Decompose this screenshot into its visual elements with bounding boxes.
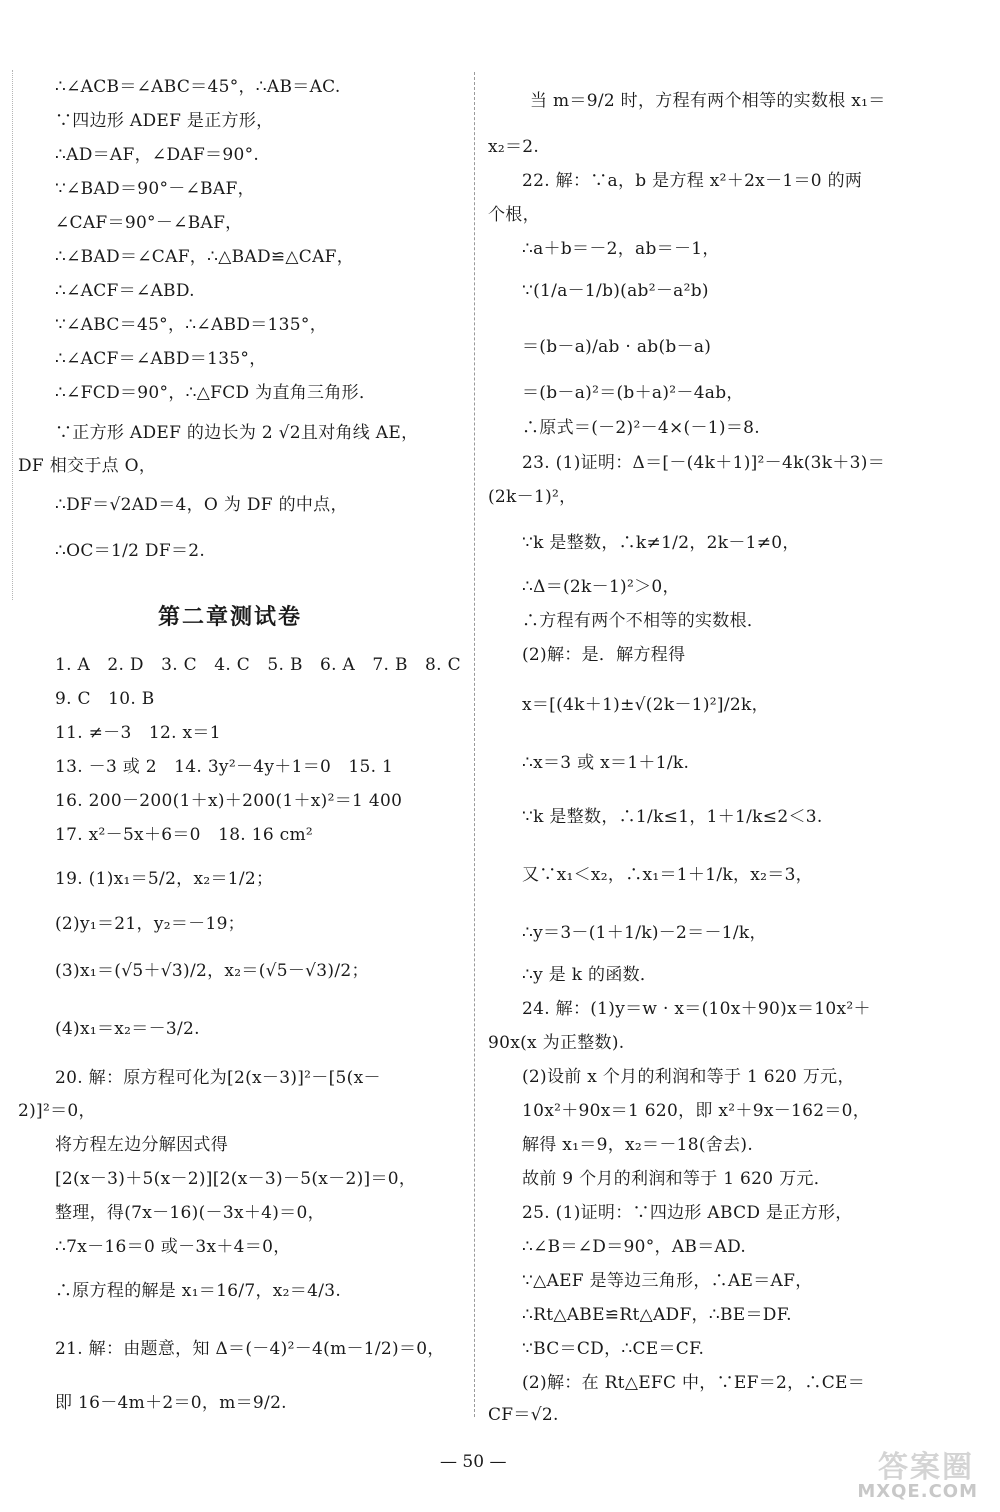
answer-line: 24. 解：(1)y＝w · x＝(10x＋90)x＝10x²＋ [522, 999, 871, 1019]
answer-line: ∴方程有两个不相等的实数根． [522, 611, 765, 631]
answer-line: ∴y 是 k 的函数． [522, 965, 658, 985]
answer-line: (2k－1)²， [488, 487, 577, 507]
text-line: ∴OC＝1/2 DF＝2. [55, 541, 206, 561]
text-line: ∴∠BAD＝∠CAF，∴△BAD≌△CAF， [55, 247, 355, 267]
answer-line: 故前 9 个月的利润和等于 1 620 万元． [522, 1169, 831, 1189]
answer-line: CF＝√2. [488, 1405, 559, 1425]
left-margin-rule [12, 70, 13, 600]
text-line: ∵∠ABC＝45°，∴∠ABD＝135°， [55, 315, 327, 335]
answer-line: ∴∠B＝∠D＝90°，AB＝AD. [522, 1237, 747, 1257]
answer-line: (2)y₁＝21，y₂＝－19； [55, 914, 245, 934]
text-line: ∴AD＝AF，∠DAF＝90°. [55, 145, 260, 165]
answer-line: 10x²＋90x＝1 620，即 x²＋9x－162＝0， [522, 1101, 871, 1121]
answer-line: [2(x－3)＋5(x－2)][2(x－3)－5(x－2)]＝0， [55, 1169, 417, 1189]
answer-line: ∴a＋b＝－2，ab＝－1， [522, 239, 720, 259]
text-line: ∵∠BAD＝90°－∠BAF， [55, 179, 255, 199]
answer-line: 当 m＝9/2 时，方程有两个相等的实数根 x₁＝ [530, 91, 886, 111]
answer-line: 20. 解：原方程可化为[2(x－3)]²－[5(x－ [55, 1068, 381, 1088]
text-line: ∴∠ACF＝∠ABD＝135°， [55, 349, 267, 369]
answer-line: 13. －3 或 2 14. 3y²－4y＋1＝0 15. 1 [55, 757, 394, 777]
answer-line: 2)]²＝0， [18, 1101, 96, 1121]
answer-line: ∴原式＝(－2)²－4×(－1)＝8. [522, 418, 760, 438]
answer-line: (3)x₁＝(√5＋√3)/2，x₂＝(√5－√3)/2； [55, 961, 369, 981]
answer-line: x₂＝2. [488, 137, 540, 157]
answer-line: 23. (1)证明：Δ＝[－(4k＋1)]²－4k(3k＋3)＝ [522, 453, 885, 473]
answer-line: 11. ≠－3 12. x＝1 [55, 723, 221, 743]
text-line: ∴DF＝√2AD＝4，O 为 DF 的中点， [55, 495, 348, 515]
answer-line: 即 16－4m＋2＝0，m＝9/2. [55, 1393, 287, 1413]
text-line: ∴∠ACF＝∠ABD. [55, 281, 195, 301]
answer-line: 22. 解：∵a，b 是方程 x²＋2x－1＝0 的两 [522, 171, 863, 191]
column-divider [474, 72, 475, 1417]
answer-line: ＝(b－a)²＝(b＋a)²－4ab， [522, 383, 744, 403]
text-line: DF 相交于点 O， [18, 456, 157, 476]
answer-line: ∵△AEF 是等边三角形，∴AE＝AF， [522, 1271, 813, 1291]
answer-line: 16. 200－200(1＋x)＋200(1＋x)²＝1 400 [55, 791, 403, 811]
answer-line: 1. A 2. D 3. C 4. C 5. B 6. A 7. B 8. C [55, 655, 461, 675]
answer-line: ∵k 是整数，∴k≠1/2，2k－1≠0， [522, 533, 800, 553]
answer-line: 19. (1)x₁＝5/2，x₂＝1/2； [55, 869, 274, 889]
text-line: ∵四边形 ADEF 是正方形， [55, 111, 274, 131]
answer-line: 9. C 10. B [55, 689, 155, 709]
answer-line: 个根， [488, 205, 540, 225]
answer-line: ＝(b－a)/ab · ab(b－a) [522, 337, 712, 357]
answer-line: (2)解：在 Rt△EFC 中，∵EF＝2，∴CE＝ [522, 1373, 866, 1393]
answer-line: ∴原方程的解是 x₁＝16/7，x₂＝4/3. [55, 1281, 342, 1301]
watermark [828, 1440, 988, 1504]
answer-line: ∵k 是整数，∴1/k≤1，1＋1/k≤2＜3. [522, 807, 823, 827]
watermark-logo: 答案圈 [878, 1450, 974, 1485]
watermark-site-text: MXQE.COM [857, 1481, 978, 1502]
answer-line: ∵BC＝CD，∴CE＝CF. [522, 1339, 705, 1359]
answer-line: ∴Rt△ABE≌Rt△ADF，∴BE＝DF. [522, 1305, 792, 1325]
answer-line: 25. (1)证明：∵四边形 ABCD 是正方形， [522, 1203, 853, 1223]
answer-line: 21. 解：由题意，知 Δ＝(－4)²－4(m－1/2)＝0， [55, 1339, 445, 1359]
answer-line: 整理，得(7x－16)(－3x＋4)＝0， [55, 1203, 325, 1223]
answer-line: ∴x＝3 或 x＝1＋1/k. [522, 753, 690, 773]
text-line: ∠CAF＝90°－∠BAF， [55, 213, 243, 233]
answer-line: (2)解：是．解方程得 [522, 645, 686, 665]
answer-line: x＝[(4k＋1)±√(2k－1)²]/2k， [522, 695, 769, 715]
answer-line: 90x(x 为正整数). [488, 1033, 625, 1053]
answer-line: 又∵x₁＜x₂，∴x₁＝1＋1/k，x₂＝3， [522, 865, 813, 885]
text-line: ∴∠ACB＝∠ABC＝45°，∴AB＝AC. [55, 77, 341, 97]
answer-line: 将方程左边分解因式得 [55, 1135, 228, 1155]
page-number: — 50 — [440, 1452, 507, 1472]
answer-line: (4)x₁＝x₂＝－3/2. [55, 1019, 200, 1039]
answer-line: ∴7x－16＝0 或－3x＋4＝0， [55, 1237, 291, 1257]
text-line: ∴∠FCD＝90°，∴△FCD 为直角三角形． [55, 383, 377, 403]
answer-line: 解得 x₁＝9，x₂＝－18(舍去). [522, 1135, 754, 1155]
section-title: 第二章测试卷 [158, 605, 303, 630]
answer-line: ∵(1/a－1/b)(ab²－a²b) [522, 281, 709, 301]
answer-line: (2)设前 x 个月的利润和等于 1 620 万元， [522, 1067, 855, 1087]
answer-line: 17. x²－5x＋6＝0 18. 16 cm² [55, 825, 314, 845]
answer-line: ∴Δ＝(2k－1)²＞0， [522, 577, 680, 597]
text-line: ∵正方形 ADEF 的边长为 2 √2且对角线 AE， [55, 423, 419, 443]
answer-line: ∴y＝3－(1＋1/k)－2＝－1/k， [522, 923, 767, 943]
